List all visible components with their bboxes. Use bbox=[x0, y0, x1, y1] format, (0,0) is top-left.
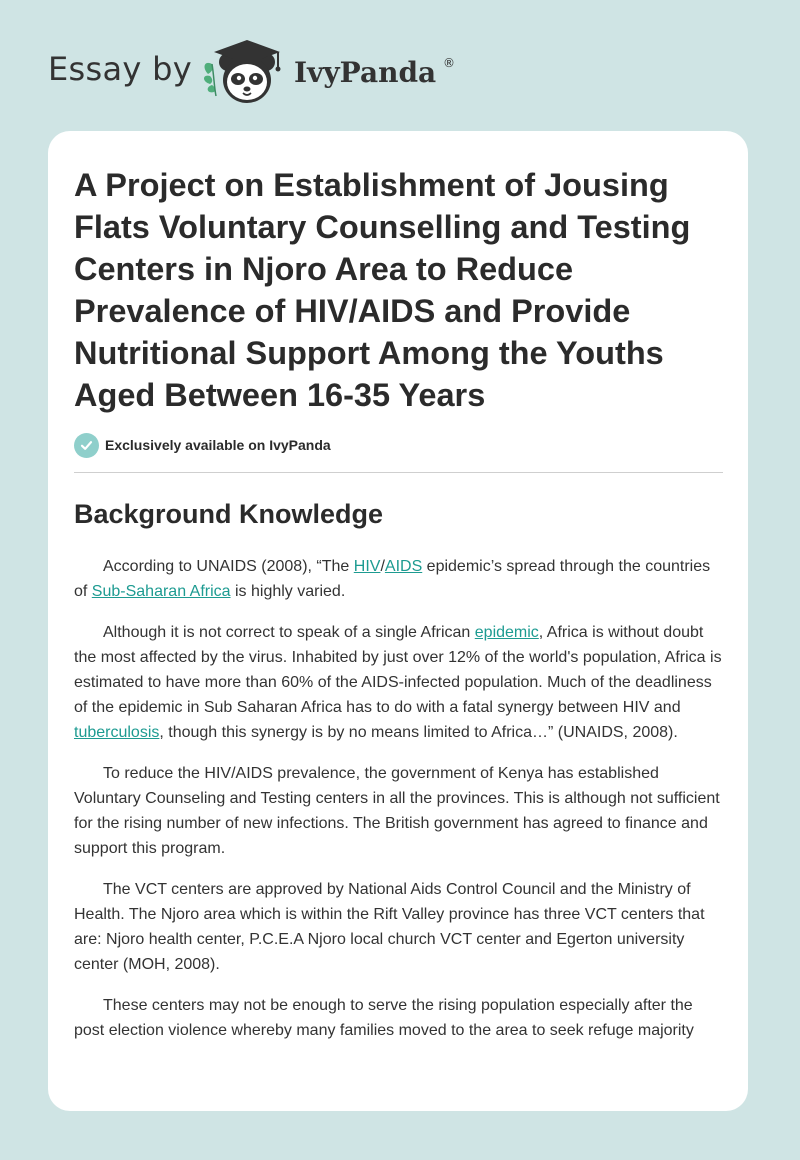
paragraph-4: The VCT centers are approved by National Aids Control Council and the Ministry of Health. The Njoro area which is within the Rift Valley province has three VCT centers that are: Njoro health center, P.C.E.A Njoro local church VCT center and Egerton university center (MOH, 2008). bbox=[74, 881, 705, 973]
divider bbox=[74, 472, 723, 473]
tuberculosis-link[interactable]: tuberculosis bbox=[74, 724, 160, 741]
exclusive-label: Exclusively available on IvyPanda bbox=[105, 437, 331, 453]
article-body bbox=[74, 554, 726, 1059]
paragraph-3: To reduce the HIV/AIDS prevalence, the government of Kenya has established Voluntary Counseling and Testing centers in all the provinces. This is although not sufficient for the rising number of new infections. The British government has agreed to finance and support this program. bbox=[74, 765, 720, 857]
site-header bbox=[0, 0, 800, 130]
aids-link[interactable]: AIDS bbox=[384, 558, 423, 575]
registered-mark: ® bbox=[443, 56, 455, 70]
section-heading: Background Knowledge bbox=[74, 499, 384, 529]
epidemic-link[interactable]: epidemic bbox=[474, 624, 539, 641]
brand-name: IvyPanda bbox=[294, 56, 437, 89]
hiv-link[interactable]: HIV bbox=[353, 558, 381, 575]
check-icon bbox=[74, 433, 99, 458]
page-title: A Project on Establishment of Jousing Flats Voluntary Counselling and Testing Centers in Njoro Area to Reduce Prevalence of HIV/AIDS and Provide Nutritional Support Among the Youths Aged Between 16-35 Years bbox=[74, 167, 691, 413]
panda-logo-icon bbox=[200, 34, 292, 108]
paragraph-5: These centers may not be enough to serve the rising population especially after the post election violence whereby many families moved to the area to seek refuge majority bbox=[74, 997, 694, 1039]
sub-saharan-africa-link[interactable]: Sub-Saharan Africa bbox=[91, 583, 231, 600]
exclusive-badge bbox=[74, 432, 331, 458]
paragraph-1: According to UNAIDS (2008), “The HIV/AIDS epidemic’s spread through the countries of Sub-Saharan Africa is highly varied. bbox=[74, 558, 711, 600]
paragraph-2: Although it is not correct to speak of a single African epidemic, Africa is without doubt the most affected by the virus. Inhabited by just over 12% of the world's population, Africa is estimated to have more than 60% of the AIDS-infected population. Much of the deadliness of the epidemic in Sub Saharan Africa has to do with a fatal synergy between HIV and tuberculosis, though this synergy is by no means limited to Africa…” (UNAIDS, 2008). bbox=[74, 624, 722, 741]
essay-by-label: Essay by bbox=[48, 50, 192, 88]
article-card bbox=[48, 131, 748, 1111]
